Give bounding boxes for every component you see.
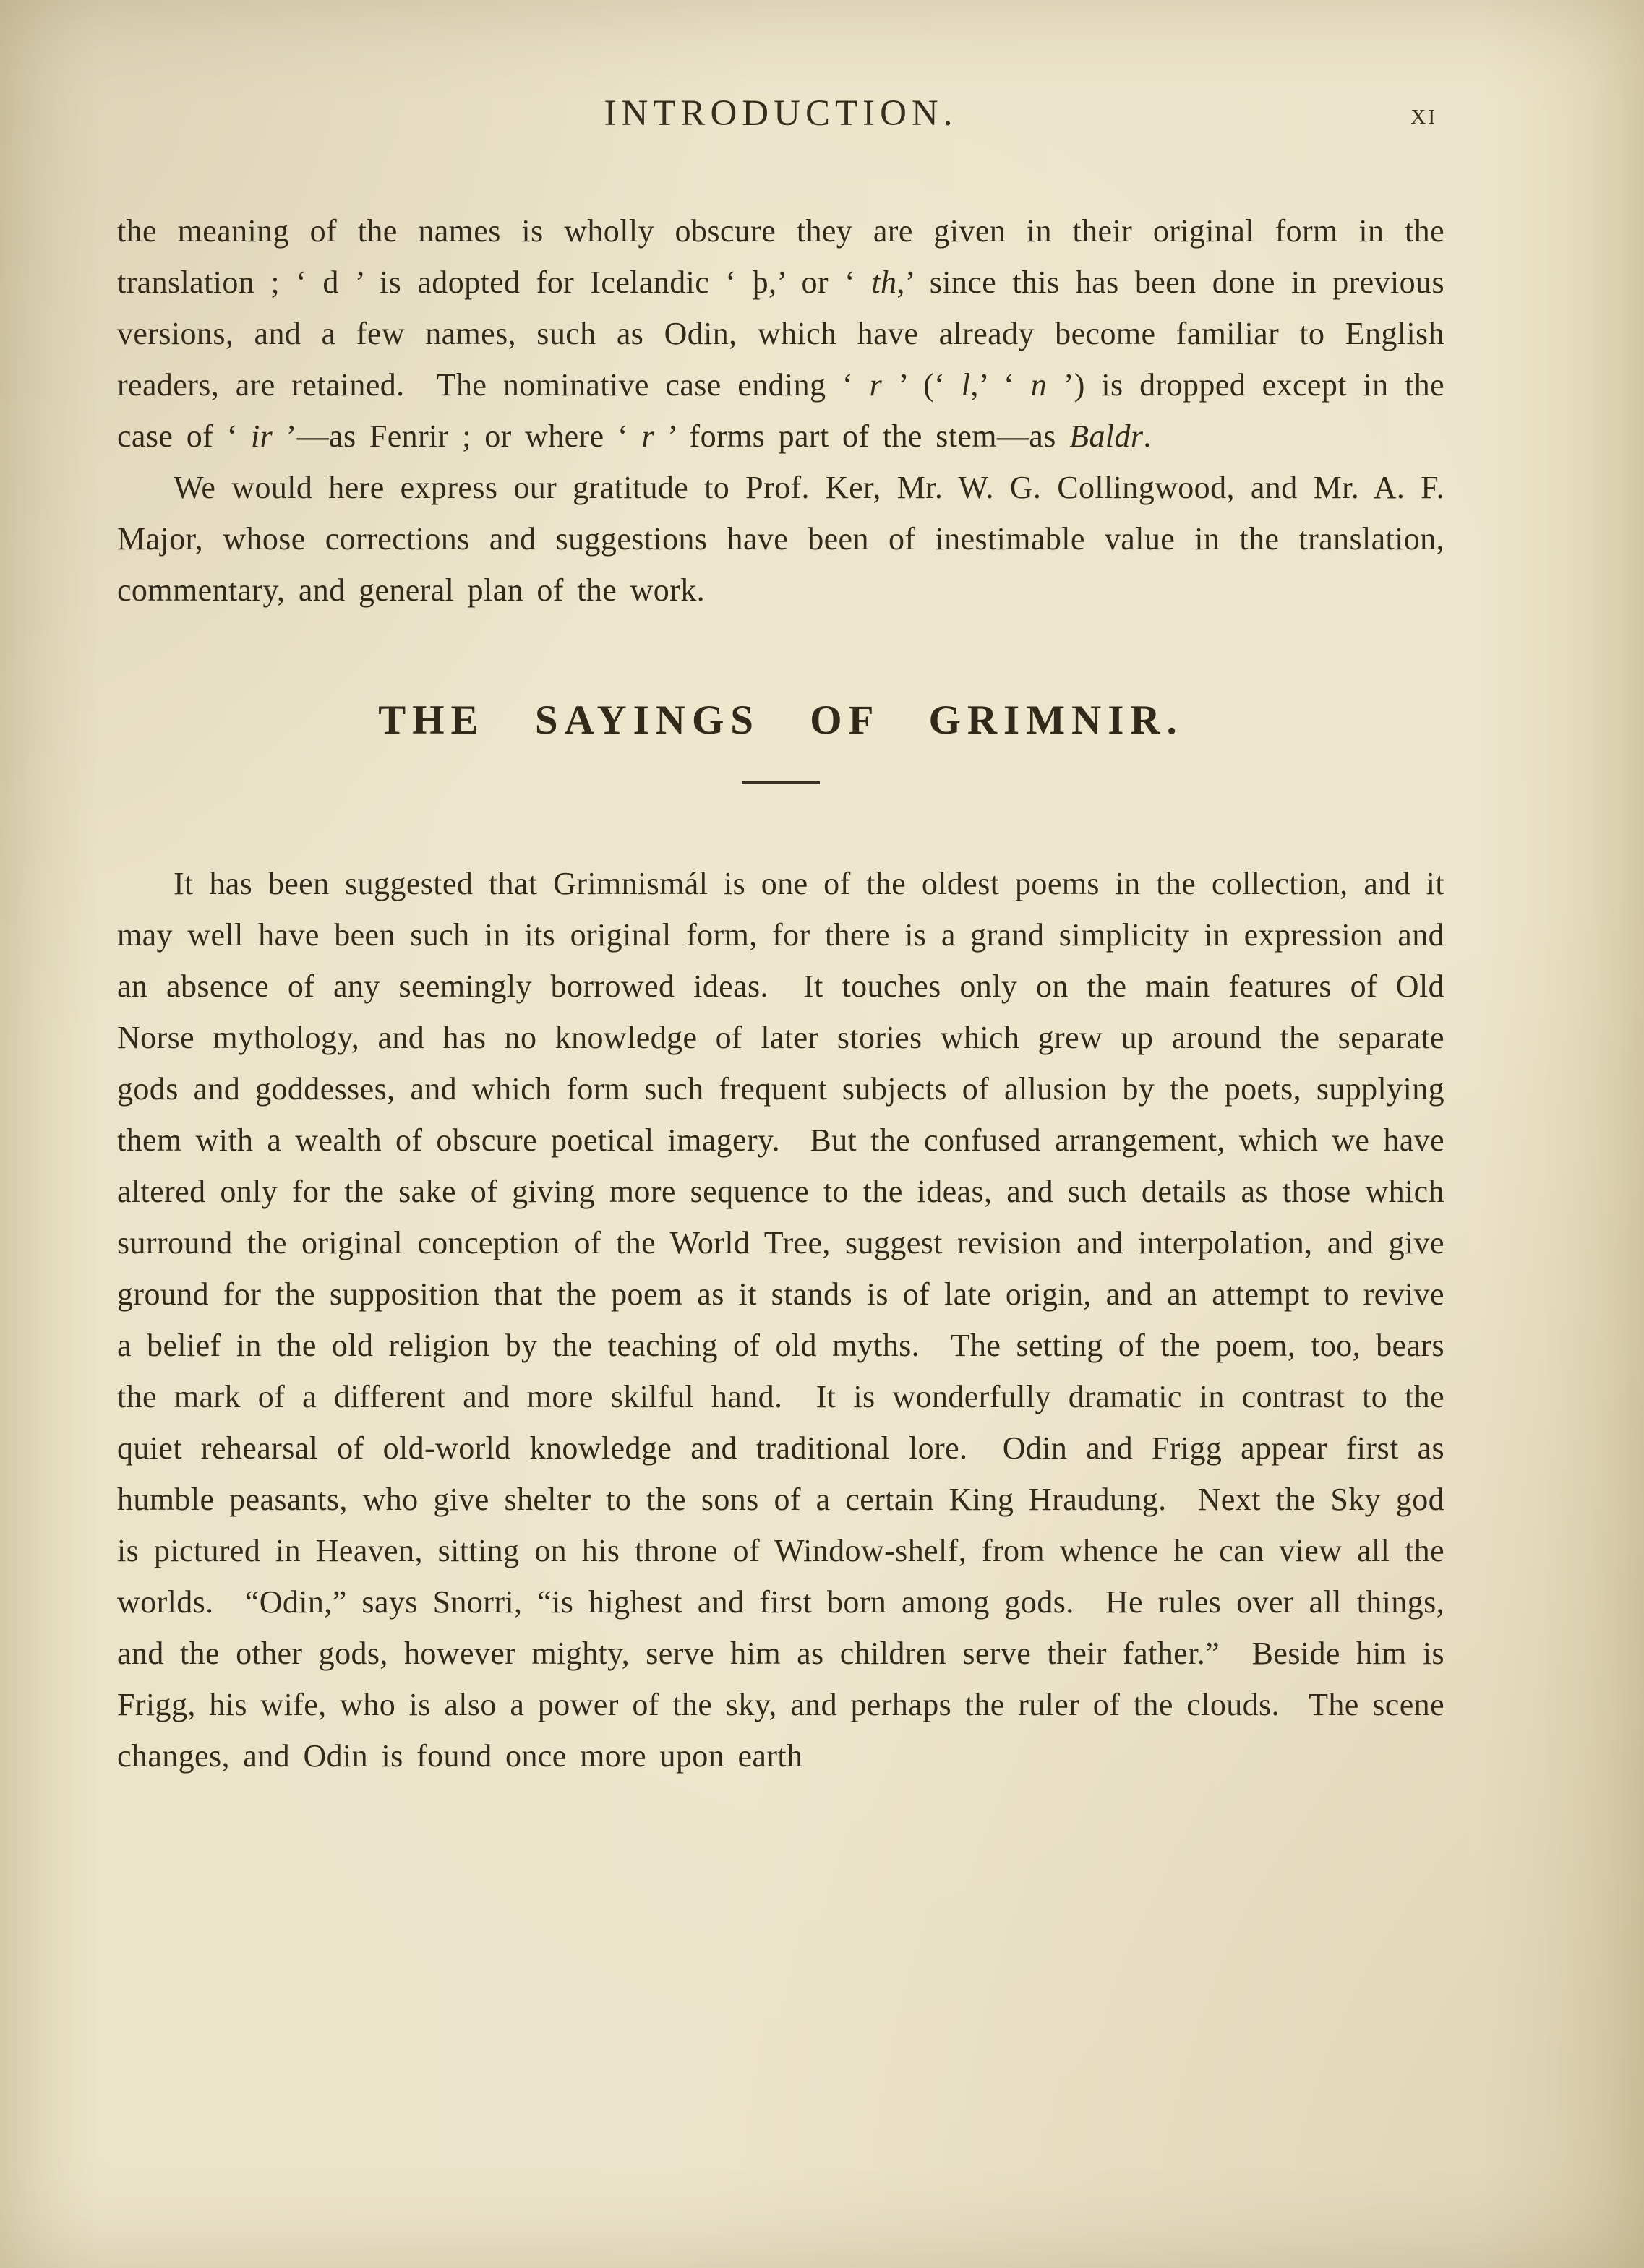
section-paragraphs [117,858,1444,1782]
text-run: ,’ ‘ [970,367,1031,403]
text-run: ’—as Fenrir ; or where ‘ [273,418,642,454]
intro-paragraphs [117,205,1444,616]
text-run: ’ (‘ [882,367,962,403]
text-run: ,’ since this has been done in previous versions, and a few names, such as Odin, which have already become familiar to English readers, are retained. The nominative case ending ‘ [117,265,1444,403]
paragraph [117,858,1444,1782]
page-title: INTRODUCTION. [604,93,958,134]
page-header [117,93,1444,143]
italic-text: Baldr [1069,418,1144,454]
section-heading: THE SAYINGS OF GRIMNIR. [378,697,1183,743]
text-run: We would here express our gratitude to Prof. Ker, Mr. W. G. Collingwood, and Mr. A. F. Major, whose corrections and suggestions have been of inestimable value in the translation, commentary, and general plan of the work. [117,470,1444,608]
page-number: xi [1410,98,1437,131]
section-divider [742,781,820,784]
text-run: the meaning of the names is wholly obscure they are given in their original form in the translation ; ‘ d ’ is adopted for Icelandic ‘ þ,’ or ‘ [117,213,1444,300]
paragraph [117,205,1444,462]
text-run: . [1143,418,1152,454]
italic-text: r [641,418,654,454]
italic-text: th [871,265,897,300]
text-run: ’) is dropped except in the case of ‘ [117,367,1444,454]
italic-text: l [961,367,971,403]
paragraph [117,462,1444,616]
italic-text: n [1030,367,1048,403]
text-run: ’ forms part of the stem—as [654,418,1070,454]
text-run: It has been suggested that Grimnismál is one of the oldest poems in the collection, and it may well have been such in its original form, for there is a grand simplicity in expression and an absence of any seemingly borrowed ideas. It touches only on the main features of Old Norse mythology, and has no knowledge of later stories which grew up around the separate gods and goddesses, and which form such frequent subjects of allusion by the poets, supplying them with a wealth of obscure poetical imagery. But the confused arrangement, which we have altered only for the sake of giving more sequence to the ideas, and such details as those which surround the original conception of the World Tree, suggest revision and interpolation, and give ground for the supposition that the poem as it stands is of late origin, and an attempt to revive a belief in the old religion by the teaching of old myths. The setting of the poem, too, bears the mark of a different and more skilful hand. It is wonderfully dramatic in contrast to the quiet rehearsal of old-world knowledge and traditional lore. Odin and Frigg appear first as humble peasants, who give shelter to the sons of a certain King Hraudung. Next the Sky god is pictured in Heaven, sitting on his throne of Window-shelf, from whence he can view all the worlds. “Odin,” says Snorri, “is highest and first born among gods. He rules over all things, and the other gods, however mighty, serve him as children serve their father.” Beside him is Frigg, his wife, who is also a power of the sky, and perhaps the ruler of the clouds. The scene changes, and Odin is found once more upon earth [117,866,1444,1774]
italic-text: r [869,367,883,403]
italic-text: ir [251,418,273,454]
